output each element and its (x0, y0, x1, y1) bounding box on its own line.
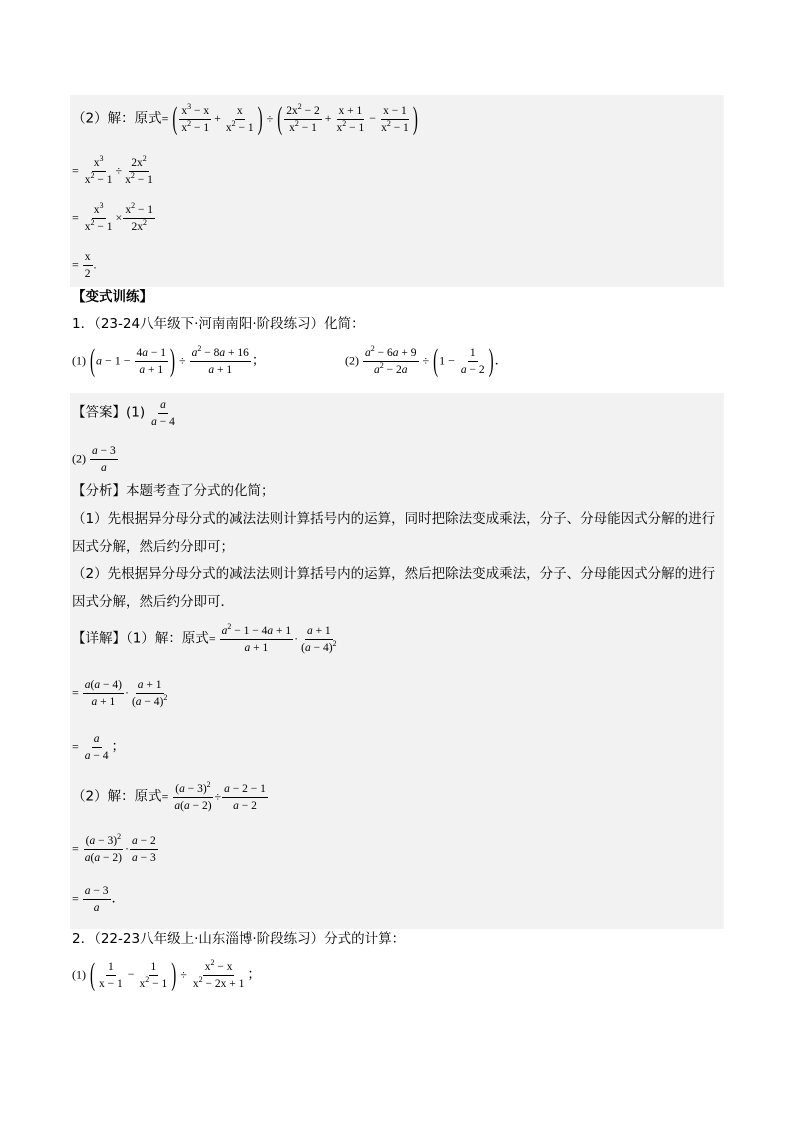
variant-heading: 【变式训练】 (72, 289, 153, 305)
example2-step3: = $\frac{x^3}{x^2 - 1}$ × $\frac{x^2 - 1}{2x^2}$ (72, 201, 154, 233)
detail-step5: = $\frac{(a - 3)^2}{a(a - 2)}$ · $\frac{a - 2}{a - 3}$ (72, 832, 156, 864)
analysis-part1: （1）先根据异分母分式的减法法则计算括号内的运算，同时把除法变成乘法，分子、分母能因式分解的进行因式分解，然后约分即可； (72, 511, 716, 555)
detail-step2: = $\frac{a(a - 4)}{a + 1}$ · $\frac{a + 1}{(a - 4)^2}$ (72, 679, 168, 708)
detail-step1: 【详解】（1）解：原式= $\frac{a^2 - 1 - 4a + 1}{a + 1}$ · $\frac{a + 1}{(a - 4)^2}$ (72, 622, 337, 654)
example2-step1: （2）解：原式= ( $\frac{x^3 - x}{x^2 - 1}$ + $\frac{x}{x^2 - 1}$ ) ÷ ( $\frac{2x^2 - 2}{x^2 - 1}$ + $\frac{x + 1}{x^2 - 1}$ − $\frac{x - 1}{x^2 - 1}$ ) (72, 102, 418, 137)
question-1-intro: 1．（23-24八年级下·河南南阳·阶段练习）化简： (72, 316, 365, 332)
answer-part1: 【答案】(1) $\frac{a}{a - 4}$ (72, 399, 175, 428)
solution-block-q1 (70, 393, 724, 929)
detail-step3: = $\frac{a}{a - 4}$ ； (72, 733, 126, 762)
question-2-part1: (1) ( $\frac{1}{x - 1}$ − $\frac{1}{x^2 - 1}$ ) ÷ $\frac{x^2 - x}{x^2 - 2x + 1}$ ； (72, 958, 261, 993)
detail-step6: = $\frac{a - 3}{a}$ ． (72, 885, 126, 914)
analysis-part2: （2）先根据异分母分式的减法法则计算括号内的运算，然后把除法变成乘法，分子、分母能因式分解的进行因式分解，然后约分即可． (72, 566, 716, 610)
question-1-part1: (1) (a − 1 − $\frac{4a - 1}{a + 1}$ ) ÷ $\frac{a^2 - 8a + 16}{a + 1}$ ； (72, 344, 266, 379)
question-2-intro: 2．（22-23八年级上·山东淄博·阶段练习）分式的计算： (72, 931, 406, 947)
example2-step4: = $\frac{x}{2}$ . (72, 251, 97, 280)
question-1-part2: (2) $\frac{a^2 - 6a + 9}{a^2 - 2a}$ ÷ (1 − $\frac{1}{a - 2}$ )． (345, 344, 509, 379)
detail-step4: （2）解：原式= $\frac{(a - 3)^2}{a(a - 2)}$ ÷ $\frac{a - 2 - 1}{a - 2}$ (72, 780, 266, 812)
example2-step2: = $\frac{x^3}{x^2 - 1}$ ÷ $\frac{2x^2}{x^2 - 1}$ (72, 154, 153, 186)
answer-part2: (2) $\frac{a - 3}{a}$ (72, 445, 116, 474)
analysis-heading: 【分析】本题考查了分式的化简； (72, 483, 275, 499)
